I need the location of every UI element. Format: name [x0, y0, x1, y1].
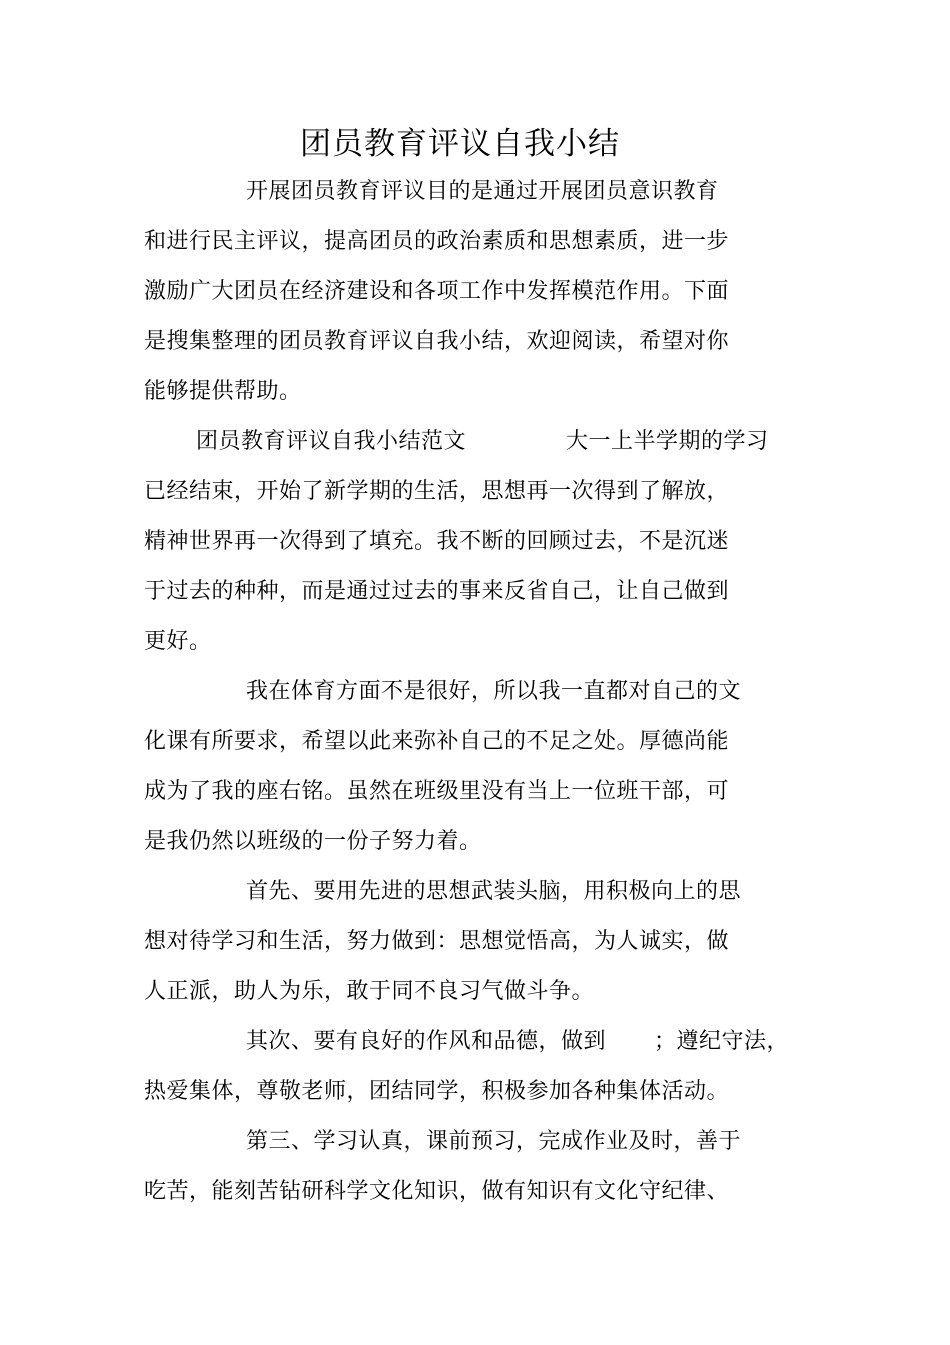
paragraph-5-line-2: 热爱集体，尊敬老师，团结同学，积极参加各种集体活动。	[144, 1079, 730, 1104]
paragraph-1-line-3: 激励广大团员在经济建设和各项工作中发挥模范作用。下面	[144, 279, 730, 304]
paragraph-4-line-2: 想对待学习和生活，努力做到：思想觉悟高，为人诚实，做	[144, 929, 730, 954]
paragraph-1-line-5: 能够提供帮助。	[144, 379, 302, 404]
document-title: 团员教育评议自我小结	[300, 126, 620, 162]
paragraph-2-line-2: 已经结束，开始了新学期的生活，思想再一次得到了解放，	[144, 479, 730, 504]
paragraph-1-line-4: 是搜集整理的团员教育评议自我小结，欢迎阅读，希望对你	[144, 329, 730, 354]
paragraph-6-line-2: 吃苦，能刻苦钻研科学文化知识，做有知识有文化守纪律、	[144, 1179, 730, 1204]
paragraph-2-line-4: 于过去的种种，而是通过过去的事来反省自己，让自己做到	[144, 579, 730, 604]
paragraph-5-line-1b: ；遵纪守法，	[654, 1029, 790, 1054]
paragraph-4-line-1: 首先、要用先进的思想武装头脑，用积极向上的思	[246, 879, 742, 904]
paragraph-3-line-4: 是我仍然以班级的一份子努力着。	[144, 829, 482, 854]
paragraph-3-line-1: 我在体育方面不是很好，所以我一直都对自己的文	[246, 679, 742, 704]
paragraph-3-line-3: 成为了我的座右铭。虽然在班级里没有当上一位班干部，可	[144, 779, 730, 804]
paragraph-3-line-2: 化课有所要求，希望以此来弥补自己的不足之处。厚德尚能	[144, 729, 730, 754]
paragraph-6-line-1: 第三、学习认真，课前预习，完成作业及时，善于	[246, 1129, 742, 1154]
paragraph-4-line-3: 人正派，助人为乐，敢于同不良习气做斗争。	[144, 979, 595, 1004]
paragraph-2-heading: 团员教育评议自我小结范文	[196, 429, 467, 454]
paragraph-5-line-1a: 其次、要有良好的作风和品德，做到	[246, 1029, 607, 1054]
paragraph-2-line-3: 精神世界再一次得到了填充。我不断的回顾过去，不是沉迷	[144, 529, 730, 554]
paragraph-1-line-2: 和进行民主评议，提高团员的政治素质和思想素质，进一步	[144, 229, 730, 254]
paragraph-2-line-5: 更好。	[144, 629, 212, 654]
paragraph-2-line-1: 大一上半学期的学习	[566, 429, 769, 454]
paragraph-1-line-1: 开展团员教育评议目的是通过开展团员意识教育	[246, 179, 719, 204]
